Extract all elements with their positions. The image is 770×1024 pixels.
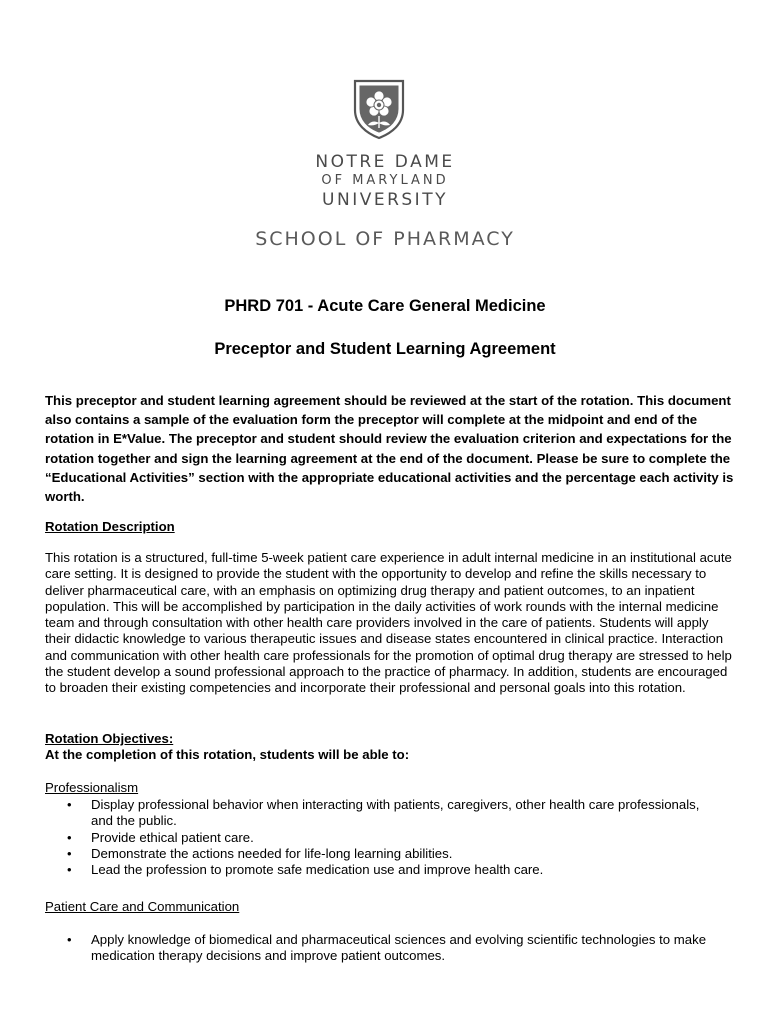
patient-care-list (45, 932, 725, 965)
document-subtitle: Preceptor and Student Learning Agreement (214, 340, 556, 358)
bullet-icon: • (67, 797, 72, 812)
rotation-objectives-lead: At the completion of this rotation, students will be able to: (45, 747, 410, 762)
rose-shield-crest-icon (352, 78, 406, 140)
rotation-objectives-heading: Rotation Objectives: (45, 731, 174, 746)
school-name: SCHOOL OF PHARMACY (255, 228, 515, 250)
list-item (45, 932, 725, 965)
list-item-text: Demonstrate the actions needed for life-long learning abilities. (91, 845, 453, 861)
bullet-icon: • (67, 845, 72, 861)
patient-care-heading: Patient Care and Communication (45, 899, 240, 914)
list-item (45, 830, 725, 846)
bullet-icon: • (67, 829, 72, 845)
bullet-icon: • (67, 862, 72, 878)
university-name-line-3: UNIVERSITY (322, 190, 448, 210)
rotation-description-body: This rotation is a structured, full-time 5-week patient care experience in adult internal medicine in an institutional acute care setting. It is designed to provide the student with the opportunity to develop and refine the skills necessary to deliver pharmaceutical care, with an emphasis on optimizing drug therapy and patient outcomes, to an inpatient population. This will be accomplished by participation in the daily activities of work rounds with the internal medicine team and through consultation with other health care providers involved in the care of patients. Students will apply their didactic knowledge to various therapeutic issues and disease states encountered in clinical practice. Interaction and communication with other health care professionals for the promotion of optimal drug therapy are stressed to help the student develop a sound professional approach to the practice of pharmacy. In addition, students are encouraged to broaden their existing competencies and incorporate their professional and personal goals into this rotation. (45, 550, 732, 696)
list-item (45, 862, 725, 878)
list-item-text: Provide ethical patient care. (91, 829, 254, 845)
list-item-text: Display professional behavior when interacting with patients, caregivers, other health care professionals, and the public. (91, 797, 700, 829)
professionalism-list (45, 797, 725, 878)
course-title: PHRD 701 - Acute Care General Medicine (224, 297, 546, 315)
list-item (45, 846, 725, 862)
university-name-line-1: NOTRE DAME (315, 152, 455, 172)
intro-paragraph: This preceptor and student learning agreement should be reviewed at the start of the rotation. This document also contains a sample of the evaluation form the preceptor will complete at the midpoint and end of the rotation in E*Value. The preceptor and student should review the evaluation criterion and expectations for the rotation together and sign the learning agreement at the end of the document. Please be sure to complete the “Educational Activities” section with the appropriate educational activities and the percentage each activity is worth. (45, 393, 734, 505)
list-item-text: Apply knowledge of biomedical and pharmaceutical sciences and evolving scientific technologies to make medication therapy decisions and improve patient outcomes. (91, 932, 707, 964)
rotation-description-heading: Rotation Description (45, 519, 175, 534)
university-name-line-2: OF MARYLAND (321, 173, 449, 188)
list-item-text: Lead the profession to promote safe medication use and improve health care. (91, 862, 544, 878)
bullet-icon: • (67, 932, 72, 947)
list-item (45, 797, 725, 830)
professionalism-heading: Professionalism (45, 780, 139, 795)
